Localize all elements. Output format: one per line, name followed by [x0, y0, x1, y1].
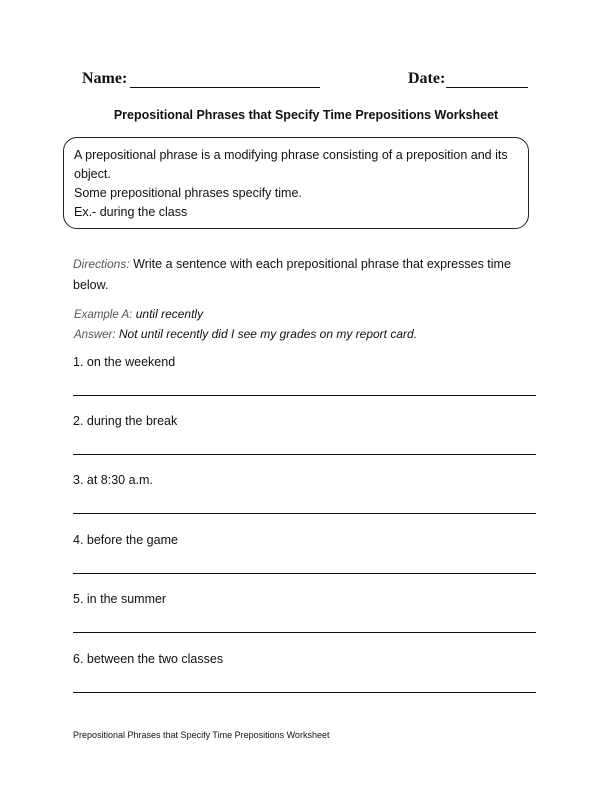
question-text: 3. at 8:30 a.m. — [73, 473, 153, 487]
date-blank-line[interactable] — [446, 87, 528, 88]
worksheet-title: Prepositional Phrases that Specify Time Prepositions Worksheet — [113, 108, 499, 122]
definition-line-3: Ex.- during the class — [74, 205, 188, 219]
question-item — [73, 592, 536, 606]
example-text: until recently — [135, 307, 204, 321]
header-row — [82, 70, 532, 94]
question-text: 1. on the weekend — [73, 355, 176, 369]
example-label: Example A: — [74, 309, 133, 321]
answer-label: Answer: — [74, 329, 116, 341]
answer-line[interactable] — [73, 513, 536, 514]
question-item — [73, 414, 536, 428]
answer-line[interactable] — [73, 692, 536, 693]
question-item — [73, 355, 536, 369]
answer-line[interactable] — [73, 395, 536, 396]
directions — [73, 254, 533, 296]
definition-line-1: A prepositional phrase is a modifying phrase consisting of a preposition and its object. — [74, 148, 508, 181]
question-item — [73, 533, 536, 547]
answer-line[interactable] — [73, 454, 536, 455]
question-text: 2. during the break — [73, 414, 178, 428]
answer-line[interactable] — [73, 632, 536, 633]
question-text: 5. in the summer — [73, 592, 167, 606]
question-item — [73, 652, 536, 666]
date-label: Date: — [408, 70, 446, 87]
footer-text: Prepositional Phrases that Specify Time Prepositions Worksheet — [73, 730, 330, 740]
question-text: 6. between the two classes — [73, 652, 224, 666]
answer-text: Not until recently did I see my grades on my report card. — [118, 327, 418, 341]
name-label: Name: — [82, 70, 128, 87]
name-blank-line[interactable] — [130, 87, 320, 88]
definition-line-2: Some prepositional phrases specify time. — [74, 186, 302, 200]
answer-line[interactable] — [73, 573, 536, 574]
definition-box — [63, 137, 529, 229]
question-text: 4. before the game — [73, 533, 178, 547]
directions-label: Directions: — [73, 257, 130, 271]
directions-text: Write a sentence with each prepositional phrase that expresses time below. — [73, 257, 511, 292]
example-block — [74, 305, 534, 345]
question-item — [73, 473, 536, 487]
